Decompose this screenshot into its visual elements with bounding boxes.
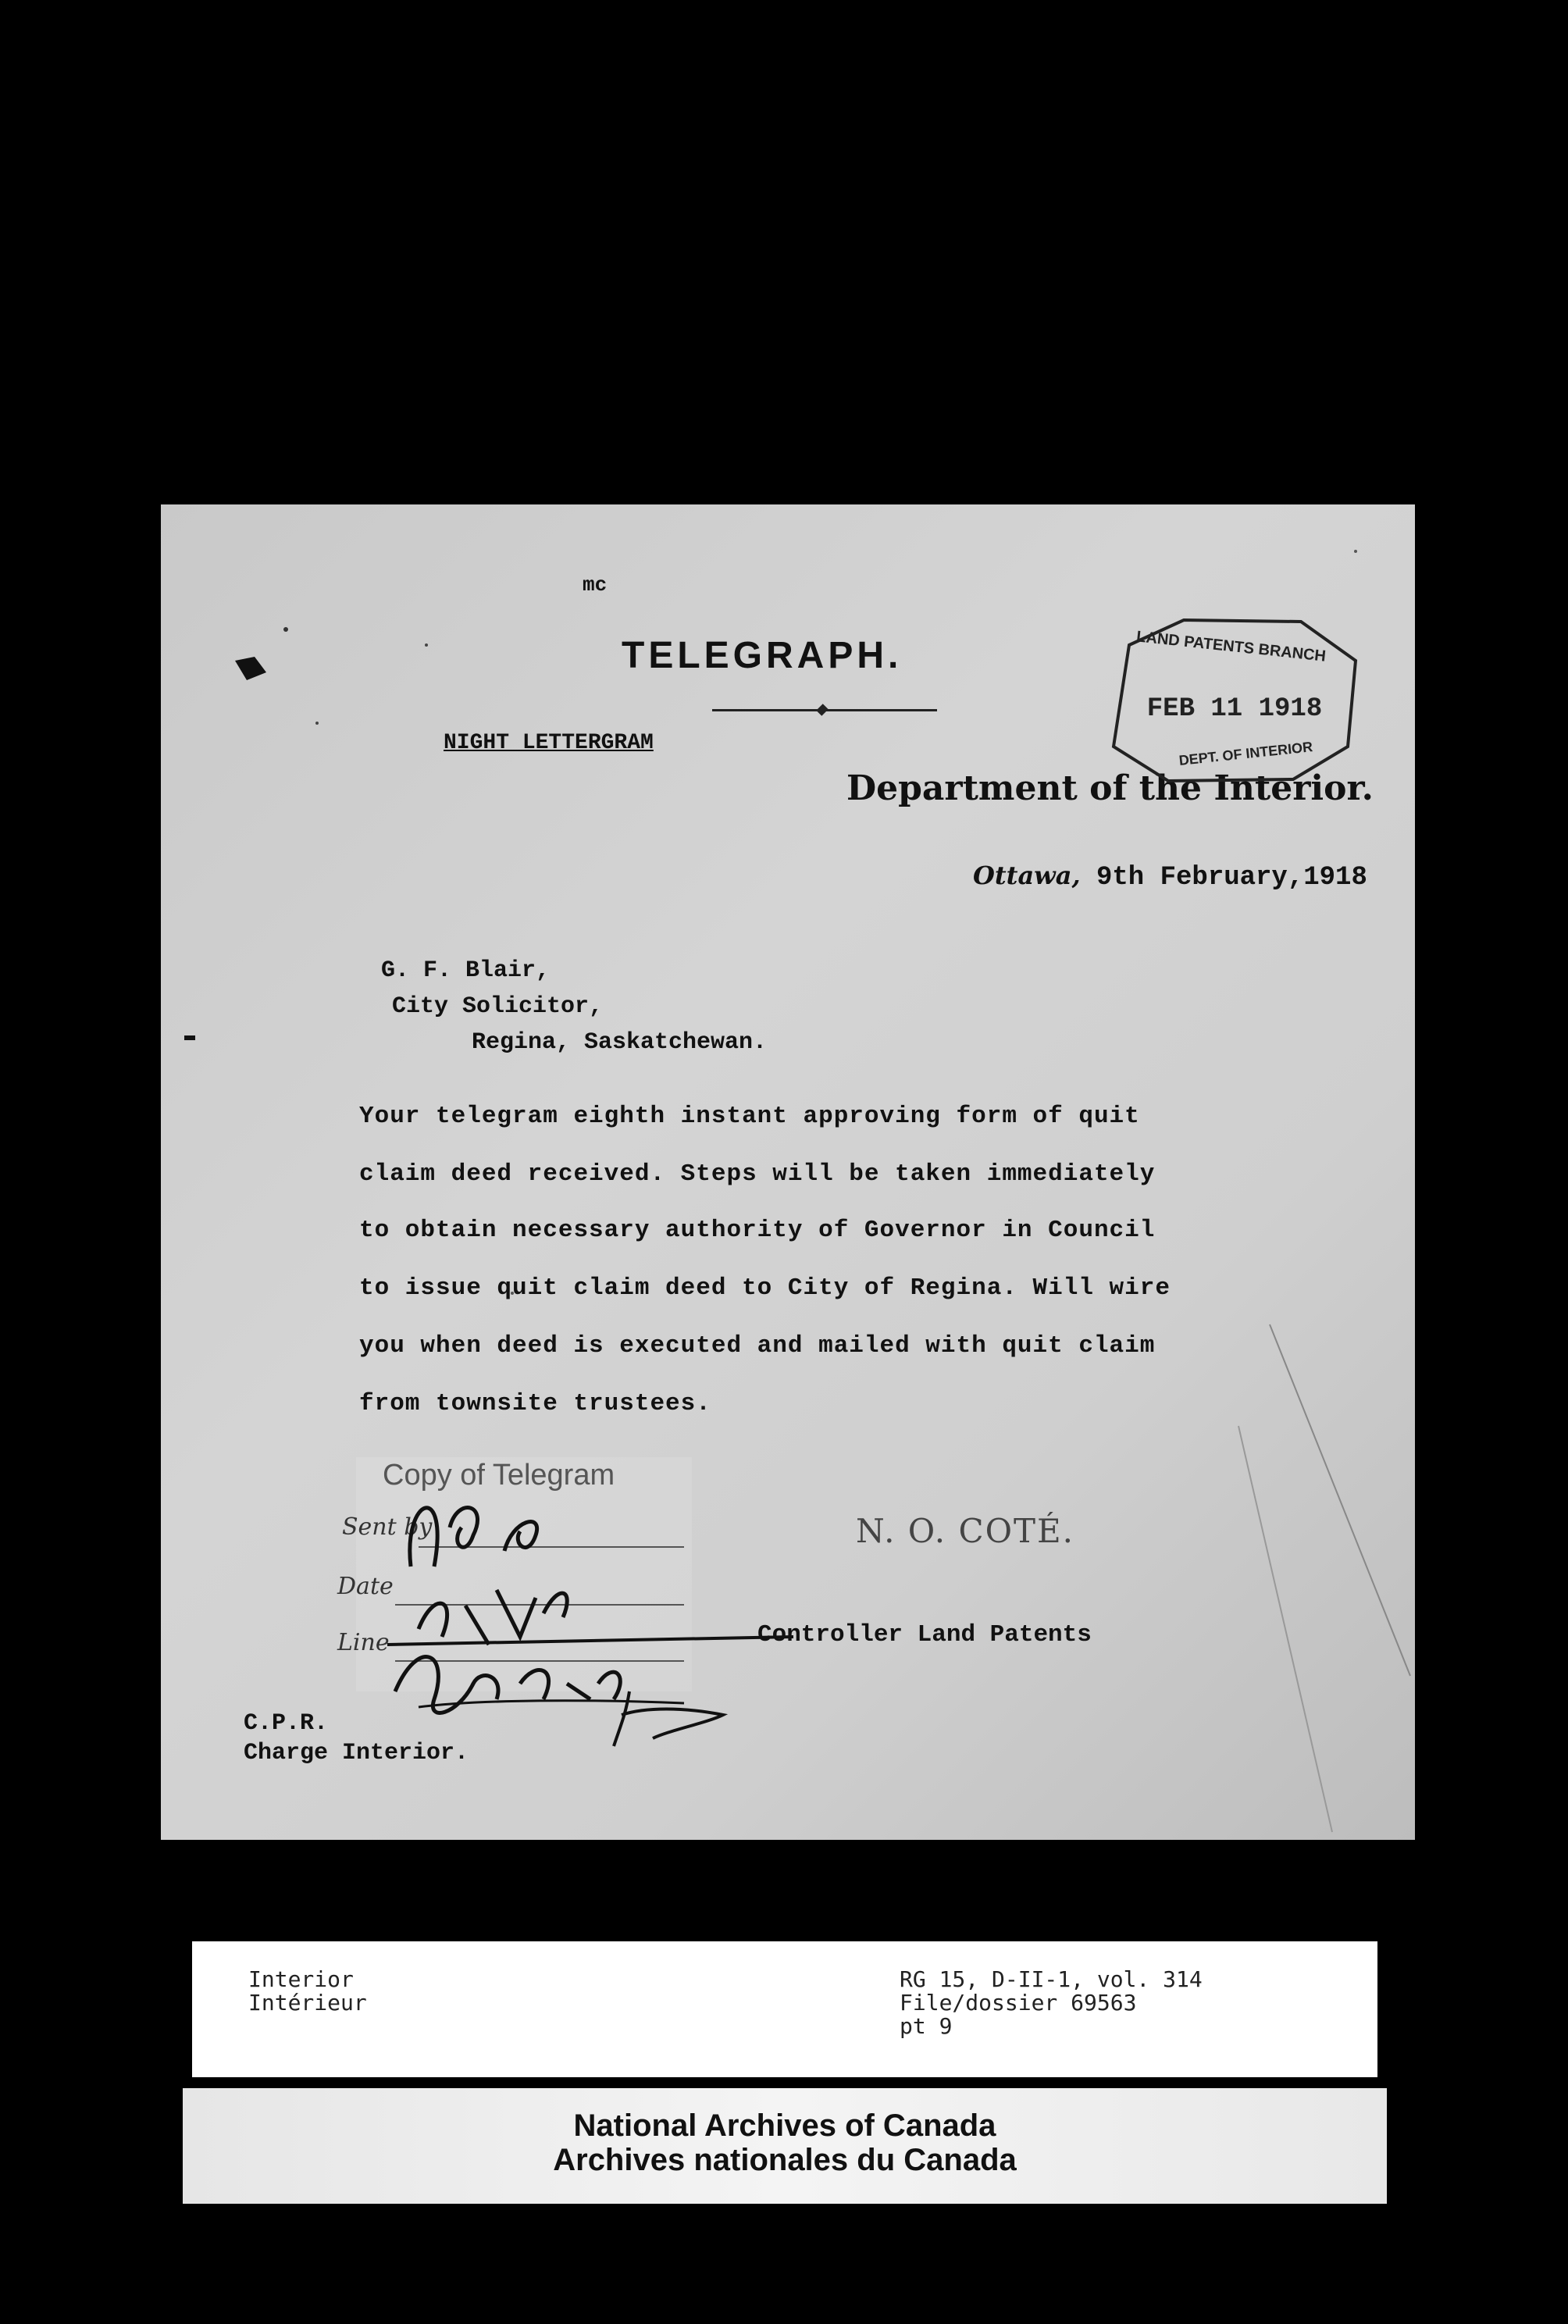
department-heading: Department of the Interior. xyxy=(846,768,1374,808)
addressee-name: G. F. Blair, xyxy=(381,957,551,984)
department-label xyxy=(248,1968,367,2015)
archival-reference-label xyxy=(192,1941,1377,2077)
body-line: to obtain necessary authority of Governor in Council xyxy=(359,1217,1156,1244)
date-city: Ottawa, xyxy=(973,861,1081,890)
stamp-line-3: DEPT. OF INTERIOR xyxy=(1178,739,1313,768)
record-reference xyxy=(900,1968,1203,2038)
sent-by-label: Sent by xyxy=(342,1513,433,1541)
line-label: Line xyxy=(337,1629,390,1656)
body-line: from townsite trustees. xyxy=(359,1390,711,1417)
archives-banner xyxy=(183,2088,1387,2204)
date-label: Date xyxy=(337,1573,394,1600)
telegram-title: TELEGRAPH. xyxy=(622,635,903,676)
routing: C.P.R. xyxy=(244,1710,329,1737)
record-group: RG 15, D-II-1, vol. 314 xyxy=(900,1966,1203,1992)
stamp-line-1: LAND PATENTS BRANCH xyxy=(1135,628,1327,665)
signatory-title: Controller Land Patents xyxy=(757,1621,1092,1649)
part-number: pt 9 xyxy=(900,2013,953,2039)
dateline xyxy=(973,861,1367,893)
message-type: NIGHT LETTERGRAM xyxy=(444,731,654,755)
archives-name-en: National Archives of Canada xyxy=(573,2108,996,2143)
telegram-code: mc xyxy=(583,573,608,597)
archives-name xyxy=(183,2108,1387,2177)
department-fr: Intérieur xyxy=(248,1990,367,2016)
copy-stamp-title: Copy of Telegram xyxy=(383,1459,615,1492)
body-line: you when deed is executed and mailed with quit claim xyxy=(359,1332,1156,1360)
received-stamp xyxy=(1098,614,1363,786)
handwritten-annotations xyxy=(387,1449,950,1785)
body-line: to issue quit claim deed to City of Regina. Will wire xyxy=(359,1274,1171,1302)
signatory-name: N. O. COTÉ. xyxy=(856,1512,1075,1550)
file-number: File/dossier 69563 xyxy=(900,1990,1137,2016)
addressee-title: City Solicitor, xyxy=(392,993,604,1020)
charge-line: Charge Interior. xyxy=(244,1740,469,1766)
addressee-location: Regina, Saskatchewan. xyxy=(472,1029,768,1056)
telegram-document xyxy=(161,504,1415,1840)
department-en: Interior xyxy=(248,1966,354,1992)
archives-name-fr: Archives nationales du Canada xyxy=(553,2143,1017,2177)
body-line: claim deed received. Steps will be taken immediately xyxy=(359,1160,1156,1188)
stamp-date: FEB 11 1918 xyxy=(1146,694,1323,724)
date-value: 9th February,1918 xyxy=(1096,863,1367,893)
body-line: Your telegram eighth instant approving form of quit xyxy=(359,1103,1140,1130)
